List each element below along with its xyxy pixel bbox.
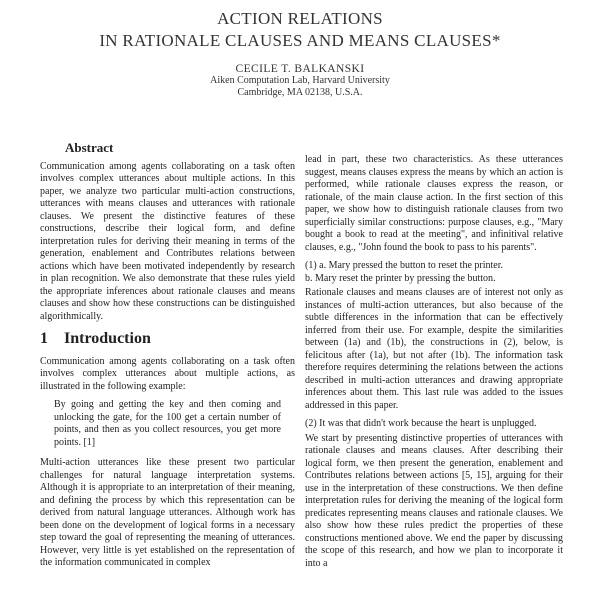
- intro-heading: [40, 330, 295, 347]
- author-name: CECILE T. BALKANSKI: [235, 63, 365, 75]
- author-address: Cambridge, MA 02138, U.S.A.: [237, 87, 363, 98]
- right-column: [305, 154, 563, 574]
- intro-paragraph-2: Multi-action utterances like these present two particular challenges for natural language interpretation systems. Although it is appropriate to an interpretation of their meaning, and defining the process by which this representation can be derived from natural language utterances. Although work has been done on the development of logical forms in a necessary step toward the goal of representing the meaning of utterances. However, very little is yet established on the representation of the information communicated in complex: [40, 457, 295, 568]
- intro-section-number: 1: [40, 330, 48, 347]
- paper-title-line-2: IN RATIONALE CLAUSES AND MEANS CLAUSES*: [99, 31, 501, 50]
- paper-title-line-1: ACTION RELATIONS: [217, 9, 383, 28]
- right-paragraph-3: We start by presenting distinctive properties of utterances with rationale clauses and means clauses. After describing their logical form, we then present the generation, enablement and Contributes relations between actions [5, 15], arguing for their use in the interpretation of these constructions. We then define interpretation rules for deriving the meaning of the logical form predicates representing means clauses and rationale clauses. We also show how these rules predict the properties of these constructions mentioned above. We end the paper by discussing the scope of this research, and how we plan to incorporate it into a: [305, 432, 563, 569]
- example-1: [305, 260, 563, 285]
- intro-paragraph-1: Communication among agents collaborating on a task often involves complex utterances about multiple actions, as illustrated in the following example:: [40, 355, 295, 392]
- example-2: (2) It was that didn't work because the heart is unplugged.: [305, 418, 537, 429]
- abstract-text: Communication among agents collaborating on a task often involves complex utterances about multiple actions. In this paper, we analyze two particular multi-action constructions, utterances with means clauses and utterances with rationale clauses. We present the distinctive features of these constructions, describe their logical form, and define interpretation rules for deriving their meaning in terms of the generation, enablement and Contributes relations between actions which have been motivated independently by research in plan recognition. We also demonstrate that these rules yield the appropriate inferences about rationale clauses and means clauses and show how these constructions can be distinguished algorithmically.: [40, 160, 295, 322]
- paper-header: [0, 8, 600, 99]
- abstract-heading: Abstract: [65, 140, 114, 155]
- example-1a: (1) a. Mary pressed the button to reset the printer.: [305, 260, 503, 271]
- intro-example-quote: By going and getting the key and then coming and unlocking the gate, for the 100 get a certain number of points, and then as you collect resources, you get more points. [1]: [54, 399, 281, 448]
- intro-section-title: Introduction: [64, 330, 151, 347]
- left-column: [40, 142, 295, 574]
- author-affiliation: Aiken Computation Lab, Harvard University: [210, 75, 390, 86]
- right-paragraph-1: lead in part, these two characteristics. As these utterances suggest, means clauses express the means by which an action is performed, while rationale clauses express the reason, or rationale, of the main clause action. In the first section of this paper, we show how to distinguish rationale clauses from two superficially similar constructions: purpose clauses, e.g., "Mary bought a book to read at the meeting", and infinitival relative clauses, e.g., "John found the book to pass to his parents".: [305, 154, 563, 253]
- example-1b: b. Mary reset the printer by pressing the button.: [305, 272, 496, 284]
- right-paragraph-2: Rationale clauses and means clauses are of interest not only as instances of multi-action utterances, but also because of the subtle differences in the information that can be effectively inferred from their use. For example, despite the similarities between (1a) and (1b), the constructions in (2), below, is felicitous after (1a), but not after (1b). The information task therefore requires determining the relations between the actions described in multi-action utterances and drawing appropriate inferences about them. This last rule was added to the issues addressed in this paper.: [305, 287, 563, 411]
